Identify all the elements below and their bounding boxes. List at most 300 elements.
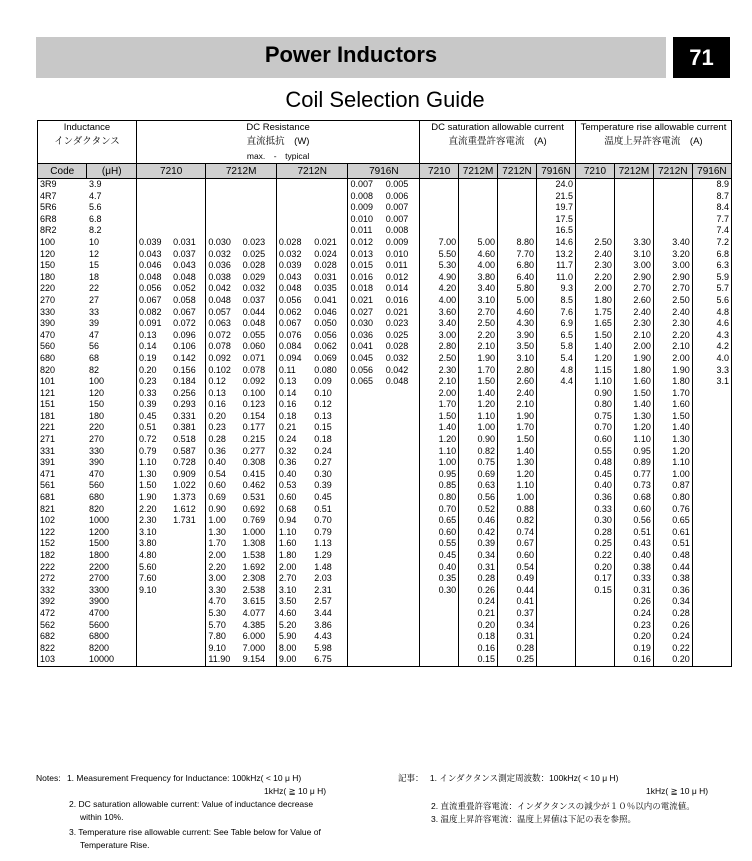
cell-code: 681 bbox=[40, 492, 56, 503]
cell-value: 0.043 bbox=[278, 271, 302, 282]
cell-inductance: 4700 bbox=[87, 608, 136, 620]
cell-value: 3.50 bbox=[498, 341, 537, 353]
cell-value: 5.98 bbox=[312, 643, 348, 655]
cell-value: 1.731 bbox=[171, 515, 206, 527]
table-row bbox=[38, 562, 732, 574]
cell-code: 122 bbox=[40, 526, 56, 537]
cell-value: 0.36 bbox=[208, 445, 226, 456]
cell-value: 0.90 bbox=[459, 434, 498, 446]
cell-value: 0.27 bbox=[312, 457, 348, 469]
cell-value: 0.45 bbox=[575, 469, 614, 481]
cell-value bbox=[653, 179, 692, 191]
cell-value bbox=[312, 214, 348, 226]
cell-value: 5.90 bbox=[278, 631, 297, 642]
cell-value: 0.462 bbox=[241, 480, 277, 492]
cell-value: 0.021 bbox=[350, 294, 374, 305]
cell-value bbox=[384, 562, 420, 574]
cell-value: 0.14 bbox=[278, 387, 297, 398]
cell-value: 0.018 bbox=[350, 283, 374, 294]
cell-value: 0.69 bbox=[459, 469, 498, 481]
cell-value bbox=[384, 411, 420, 423]
cell-value: 5.20 bbox=[278, 619, 297, 630]
cell-value: 0.28 bbox=[459, 573, 498, 585]
cell-value: 0.056 bbox=[350, 364, 374, 375]
cell-value: 1.000 bbox=[241, 527, 277, 539]
cell-value: 0.028 bbox=[278, 236, 302, 247]
cell-value: 1.40 bbox=[653, 422, 692, 434]
cell-value bbox=[348, 434, 384, 446]
cell-value bbox=[384, 585, 420, 597]
cell-value: 3.00 bbox=[653, 260, 692, 272]
table-row bbox=[38, 249, 732, 261]
cell-value: 2.31 bbox=[312, 585, 348, 597]
cell-value: 0.39 bbox=[459, 538, 498, 550]
cell-value bbox=[459, 202, 498, 214]
cell-value: 1.30 bbox=[653, 434, 692, 446]
dc-saturation-header-jp: 直流重畳許容電流 (A) bbox=[448, 136, 547, 147]
cell-value: 8.00 bbox=[278, 642, 297, 653]
cell-value bbox=[692, 527, 731, 539]
cell-value: 1.70 bbox=[208, 538, 226, 549]
cell-value: 0.45 bbox=[312, 492, 348, 504]
cell-value: 0.40 bbox=[420, 562, 459, 574]
cell-value: 0.23 bbox=[138, 376, 157, 387]
cell-value: 6.40 bbox=[498, 272, 537, 284]
cell-value: 0.078 bbox=[208, 341, 231, 352]
section-title: Coil Selection Guide bbox=[285, 87, 485, 112]
dc-saturation-header-en: DC saturation allowable current bbox=[431, 122, 564, 133]
notes-en-label: Notes: bbox=[36, 773, 61, 783]
cell-value: 0.531 bbox=[241, 492, 277, 504]
cell-code: 103 bbox=[40, 654, 56, 665]
cell-value: 1.30 bbox=[208, 526, 226, 537]
cell-inductance: 68 bbox=[87, 353, 136, 365]
cell-value: 0.042 bbox=[384, 365, 420, 377]
cell-value bbox=[536, 585, 575, 597]
cell-value bbox=[384, 504, 420, 516]
cell-value bbox=[498, 202, 537, 214]
cell-value: 3.615 bbox=[241, 596, 277, 608]
cell-inductance: 33 bbox=[87, 307, 136, 319]
cell-inductance: 5.6 bbox=[87, 202, 136, 214]
cell-code: 221 bbox=[40, 422, 56, 433]
cell-value: 0.51 bbox=[138, 422, 157, 433]
cell-value: 0.067 bbox=[171, 307, 206, 319]
cell-value: 0.015 bbox=[350, 260, 374, 271]
cell-inductance: 82 bbox=[87, 365, 136, 377]
cell-value: 1.10 bbox=[138, 457, 157, 468]
cell-value: 5.80 bbox=[498, 283, 537, 295]
cell-value bbox=[536, 388, 575, 400]
cell-inductance: 27 bbox=[87, 295, 136, 307]
cell-value: 0.20 bbox=[575, 562, 614, 574]
cell-inductance: 1000 bbox=[87, 515, 136, 527]
cell-value: 4.00 bbox=[420, 295, 459, 307]
cell-code: 5R6 bbox=[40, 202, 57, 213]
cell-value: 0.16 bbox=[459, 643, 498, 655]
cell-value: 0.56 bbox=[614, 515, 653, 527]
cell-value: 19.7 bbox=[536, 202, 575, 214]
cell-code: 472 bbox=[40, 607, 56, 618]
cell-value: 0.016 bbox=[350, 271, 374, 282]
cell-value: 0.26 bbox=[459, 585, 498, 597]
cell-value: 11.0 bbox=[536, 272, 575, 284]
cell-value: 0.013 bbox=[350, 248, 374, 259]
cell-value: 0.34 bbox=[459, 550, 498, 562]
cell-value: 1.10 bbox=[459, 411, 498, 423]
cell-inductance: 470 bbox=[87, 469, 136, 481]
cell-inductance: 5600 bbox=[87, 620, 136, 632]
temp-rise-header-jp: 温度上昇許容電流 (A) bbox=[604, 136, 703, 147]
cell-value: 0.34 bbox=[653, 596, 692, 608]
cell-value: 4.4 bbox=[536, 376, 575, 388]
cell-value: 0.55 bbox=[420, 538, 459, 550]
cell-value: 0.61 bbox=[653, 527, 692, 539]
cell-value: 0.90 bbox=[575, 388, 614, 400]
cell-value bbox=[136, 643, 171, 655]
cell-value: 0.084 bbox=[278, 341, 302, 352]
cell-value: 0.60 bbox=[278, 492, 297, 503]
cell-value: 2.60 bbox=[614, 295, 653, 307]
cell-value bbox=[348, 573, 384, 585]
cell-value bbox=[384, 620, 420, 632]
cell-code: 821 bbox=[40, 503, 56, 514]
header-bar bbox=[36, 37, 666, 78]
cell-value: 0.19 bbox=[614, 643, 653, 655]
table-row bbox=[38, 480, 732, 492]
cell-code: 270 bbox=[40, 294, 56, 305]
cell-value: 1.30 bbox=[498, 457, 537, 469]
cell-value: 0.071 bbox=[241, 353, 277, 365]
cell-value: 3.86 bbox=[312, 620, 348, 632]
table-row bbox=[38, 585, 732, 597]
cell-value: 4.43 bbox=[312, 631, 348, 643]
cell-code: 272 bbox=[40, 573, 56, 584]
cell-value: 0.293 bbox=[171, 399, 206, 411]
cell-value bbox=[536, 643, 575, 655]
cell-value bbox=[420, 179, 459, 191]
cell-value bbox=[692, 388, 731, 400]
cell-value bbox=[536, 631, 575, 643]
cell-value: 0.34 bbox=[498, 620, 537, 632]
cell-value bbox=[384, 422, 420, 434]
cell-value bbox=[206, 214, 241, 226]
notes-en-3b: Temperature Rise. bbox=[80, 840, 150, 850]
cell-value: 1.40 bbox=[614, 399, 653, 411]
cell-code: 150 bbox=[40, 260, 56, 271]
cell-value: 1.612 bbox=[171, 504, 206, 516]
cell-value: 0.029 bbox=[241, 272, 277, 284]
cell-value bbox=[692, 457, 731, 469]
cell-value: 0.056 bbox=[138, 283, 162, 294]
cell-value: 0.20 bbox=[459, 620, 498, 632]
cell-value: 7.6 bbox=[536, 307, 575, 319]
col-sat-7212m: 7212M bbox=[459, 164, 498, 179]
cell-value: 3.20 bbox=[653, 249, 692, 261]
cell-value: 0.518 bbox=[171, 434, 206, 446]
cell-code: 121 bbox=[40, 387, 56, 398]
cell-value: 0.67 bbox=[498, 538, 537, 550]
table-row bbox=[38, 573, 732, 585]
cell-value bbox=[384, 388, 420, 400]
cell-code: 180 bbox=[40, 271, 56, 282]
cell-value bbox=[692, 631, 731, 643]
cell-value bbox=[575, 654, 614, 666]
table-row bbox=[38, 283, 732, 295]
cell-inductance: 18 bbox=[87, 272, 136, 284]
cell-value: 0.028 bbox=[384, 341, 420, 353]
cell-value bbox=[348, 457, 384, 469]
cell-value: 0.037 bbox=[171, 249, 206, 261]
cell-value: 0.65 bbox=[420, 515, 459, 527]
cell-code: 102 bbox=[40, 515, 56, 526]
cell-inductance: 56 bbox=[87, 341, 136, 353]
cell-value: 0.38 bbox=[653, 573, 692, 585]
cell-value: 1.80 bbox=[614, 365, 653, 377]
page-title: Power Inductors bbox=[264, 42, 438, 67]
cell-value: 9.10 bbox=[138, 584, 157, 595]
cell-value bbox=[498, 191, 537, 203]
cell-value: 0.025 bbox=[241, 249, 277, 261]
cell-value: 5.00 bbox=[498, 295, 537, 307]
table-row bbox=[38, 295, 732, 307]
cell-value bbox=[348, 411, 384, 423]
cell-code: 561 bbox=[40, 480, 56, 491]
cell-value: 0.20 bbox=[614, 631, 653, 643]
cell-value: 0.062 bbox=[312, 341, 348, 353]
cell-value: 0.080 bbox=[312, 365, 348, 377]
table-row bbox=[38, 527, 732, 539]
cell-value: 2.03 bbox=[312, 573, 348, 585]
cell-value: 11.7 bbox=[536, 260, 575, 272]
cell-value bbox=[536, 469, 575, 481]
cell-value: 0.55 bbox=[575, 446, 614, 458]
cell-value: 0.28 bbox=[653, 608, 692, 620]
cell-value: 0.067 bbox=[278, 318, 302, 329]
cell-value: 0.060 bbox=[241, 341, 277, 353]
cell-value: 1.29 bbox=[312, 550, 348, 562]
notes-en-2b: within 10%. bbox=[80, 812, 124, 822]
cell-value: 1.00 bbox=[420, 457, 459, 469]
cell-value: 1.15 bbox=[575, 365, 614, 377]
cell-value: 0.043 bbox=[138, 248, 162, 259]
cell-value: 0.11 bbox=[278, 364, 296, 375]
col-temp-7212m: 7212M bbox=[614, 164, 653, 179]
cell-value: 0.25 bbox=[575, 538, 614, 550]
cell-value: 0.74 bbox=[498, 527, 537, 539]
col-uh: (μH) bbox=[87, 164, 136, 179]
cell-value: 0.82 bbox=[498, 515, 537, 527]
cell-value bbox=[136, 202, 171, 214]
cell-value: 0.16 bbox=[614, 654, 653, 666]
cell-value bbox=[384, 631, 420, 643]
cell-value: 0.40 bbox=[208, 457, 226, 468]
cell-value bbox=[692, 620, 731, 632]
cell-value bbox=[614, 225, 653, 237]
cell-value: 0.215 bbox=[241, 434, 277, 446]
cell-value: 0.95 bbox=[614, 446, 653, 458]
cell-value: 7.000 bbox=[241, 643, 277, 655]
cell-value: 0.28 bbox=[208, 434, 226, 445]
cell-value: 0.381 bbox=[171, 422, 206, 434]
table-row bbox=[38, 643, 732, 655]
cell-value: 4.60 bbox=[278, 607, 297, 618]
cell-value bbox=[614, 191, 653, 203]
cell-code: 4R7 bbox=[40, 190, 57, 201]
table-row bbox=[38, 237, 732, 249]
cell-value: 13.2 bbox=[536, 249, 575, 261]
cell-value: 0.09 bbox=[312, 376, 348, 388]
cell-value: 0.021 bbox=[312, 237, 348, 249]
cell-value bbox=[692, 538, 731, 550]
cell-value: 0.062 bbox=[278, 306, 302, 317]
cell-value: 1.10 bbox=[653, 457, 692, 469]
cell-value: 2.80 bbox=[420, 341, 459, 353]
cell-value bbox=[348, 446, 384, 458]
cell-value: 0.055 bbox=[241, 330, 277, 342]
notes-en-1b: 1kHz( ≧ 10 μ H) bbox=[264, 786, 327, 796]
cell-value bbox=[136, 225, 171, 237]
cell-value: 0.18 bbox=[278, 410, 297, 421]
cell-value: 2.70 bbox=[653, 283, 692, 295]
cell-value bbox=[348, 527, 384, 539]
cell-value: 0.021 bbox=[384, 307, 420, 319]
cell-value bbox=[384, 434, 420, 446]
cell-value: 2.30 bbox=[138, 515, 157, 526]
cell-value bbox=[536, 411, 575, 423]
cell-value: 0.10 bbox=[312, 388, 348, 400]
cell-value: 0.36 bbox=[575, 492, 614, 504]
cell-value: 3.00 bbox=[420, 330, 459, 342]
cell-value: 0.069 bbox=[312, 353, 348, 365]
cell-value bbox=[575, 214, 614, 226]
cell-value bbox=[575, 631, 614, 643]
cell-value: 2.50 bbox=[575, 237, 614, 249]
notes-en bbox=[36, 772, 326, 852]
cell-code: 330 bbox=[40, 306, 56, 317]
cell-value: 0.587 bbox=[171, 446, 206, 458]
cell-value: 2.10 bbox=[653, 341, 692, 353]
cell-value: 0.31 bbox=[498, 631, 537, 643]
cell-value: 9.10 bbox=[208, 642, 226, 653]
cell-value: 5.30 bbox=[208, 607, 226, 618]
cell-value: 0.007 bbox=[384, 202, 420, 214]
cell-value bbox=[692, 446, 731, 458]
cell-value bbox=[692, 515, 731, 527]
cell-value: 0.54 bbox=[498, 562, 537, 574]
cell-value: 4.30 bbox=[498, 318, 537, 330]
cell-value: 0.063 bbox=[208, 318, 231, 329]
cell-value: 0.078 bbox=[241, 365, 277, 377]
notes-jp-label: 記事： bbox=[398, 773, 424, 783]
cell-value: 0.14 bbox=[138, 341, 157, 352]
cell-value bbox=[241, 179, 277, 191]
cell-inductance: 390 bbox=[87, 457, 136, 469]
cell-inductance: 3900 bbox=[87, 596, 136, 608]
cell-value: 1.40 bbox=[575, 341, 614, 353]
cell-value: 0.24 bbox=[459, 596, 498, 608]
cell-value bbox=[692, 480, 731, 492]
cell-value: 0.37 bbox=[498, 608, 537, 620]
cell-value bbox=[276, 191, 312, 203]
cell-value: 1.20 bbox=[614, 422, 653, 434]
cell-value bbox=[171, 654, 206, 666]
inductance-header-jp: インダクタンス bbox=[54, 136, 120, 147]
cell-value bbox=[420, 643, 459, 655]
cell-value: 0.045 bbox=[350, 352, 374, 363]
cell-value: 0.17 bbox=[575, 573, 614, 585]
cell-value bbox=[692, 399, 731, 411]
cell-value bbox=[536, 573, 575, 585]
cell-value: 7.80 bbox=[208, 631, 226, 642]
cell-code: 682 bbox=[40, 631, 56, 642]
cell-value: 0.102 bbox=[208, 364, 231, 375]
inductance-header-en: Inductance bbox=[63, 122, 111, 133]
cell-value bbox=[692, 469, 731, 481]
cell-value: 1.692 bbox=[241, 562, 277, 574]
cell-value: 3.00 bbox=[614, 260, 653, 272]
cell-value: 6.75 bbox=[312, 654, 348, 666]
cell-value: 3.80 bbox=[138, 538, 157, 549]
cell-value: 0.050 bbox=[312, 318, 348, 330]
cell-value: 7.4 bbox=[716, 225, 729, 236]
cell-value: 3.10 bbox=[498, 353, 537, 365]
cell-value bbox=[536, 562, 575, 574]
cell-value: 2.00 bbox=[575, 283, 614, 295]
notes-jp-1b: 1kHz( ≧ 10 μ H) bbox=[646, 786, 709, 796]
cell-value: 0.032 bbox=[208, 248, 231, 259]
cell-value: 2.50 bbox=[420, 353, 459, 365]
cell-code: 470 bbox=[40, 329, 56, 340]
inductance-header bbox=[38, 121, 137, 164]
cell-value: 5.7 bbox=[716, 283, 729, 294]
cell-value: 0.77 bbox=[614, 469, 653, 481]
cell-value: 0.18 bbox=[312, 434, 348, 446]
cell-value: 0.048 bbox=[241, 318, 277, 330]
cell-value: 4.20 bbox=[420, 283, 459, 295]
page-number: 71 bbox=[673, 37, 730, 78]
cell-value: 16.5 bbox=[536, 225, 575, 237]
cell-value: 0.256 bbox=[171, 388, 206, 400]
cell-value: 5.60 bbox=[138, 561, 157, 572]
cell-value: 0.45 bbox=[420, 550, 459, 562]
cell-value: 0.072 bbox=[171, 318, 206, 330]
table-row bbox=[38, 307, 732, 319]
cell-value: 2.10 bbox=[614, 330, 653, 342]
cell-value bbox=[171, 202, 206, 214]
cell-value bbox=[692, 422, 731, 434]
cell-value: 0.23 bbox=[614, 620, 653, 632]
cell-value: 2.40 bbox=[614, 307, 653, 319]
cell-value: 6.9 bbox=[536, 318, 575, 330]
cell-value: 4.6 bbox=[716, 318, 729, 329]
table-row bbox=[38, 191, 732, 203]
cell-value bbox=[692, 562, 731, 574]
notes-en-2: 2. DC saturation allowable current: Value of inductance decrease bbox=[69, 799, 314, 809]
cell-value bbox=[420, 214, 459, 226]
cell-value bbox=[348, 620, 384, 632]
cell-value bbox=[536, 434, 575, 446]
cell-value: 1.10 bbox=[614, 434, 653, 446]
cell-value bbox=[384, 596, 420, 608]
dc-resistance-sub: max. - typical bbox=[246, 151, 310, 161]
cell-value bbox=[459, 179, 498, 191]
table-row bbox=[38, 214, 732, 226]
cell-value: 2.538 bbox=[241, 585, 277, 597]
cell-value: 0.18 bbox=[459, 631, 498, 643]
cell-value: 0.043 bbox=[171, 260, 206, 272]
cell-value bbox=[348, 492, 384, 504]
